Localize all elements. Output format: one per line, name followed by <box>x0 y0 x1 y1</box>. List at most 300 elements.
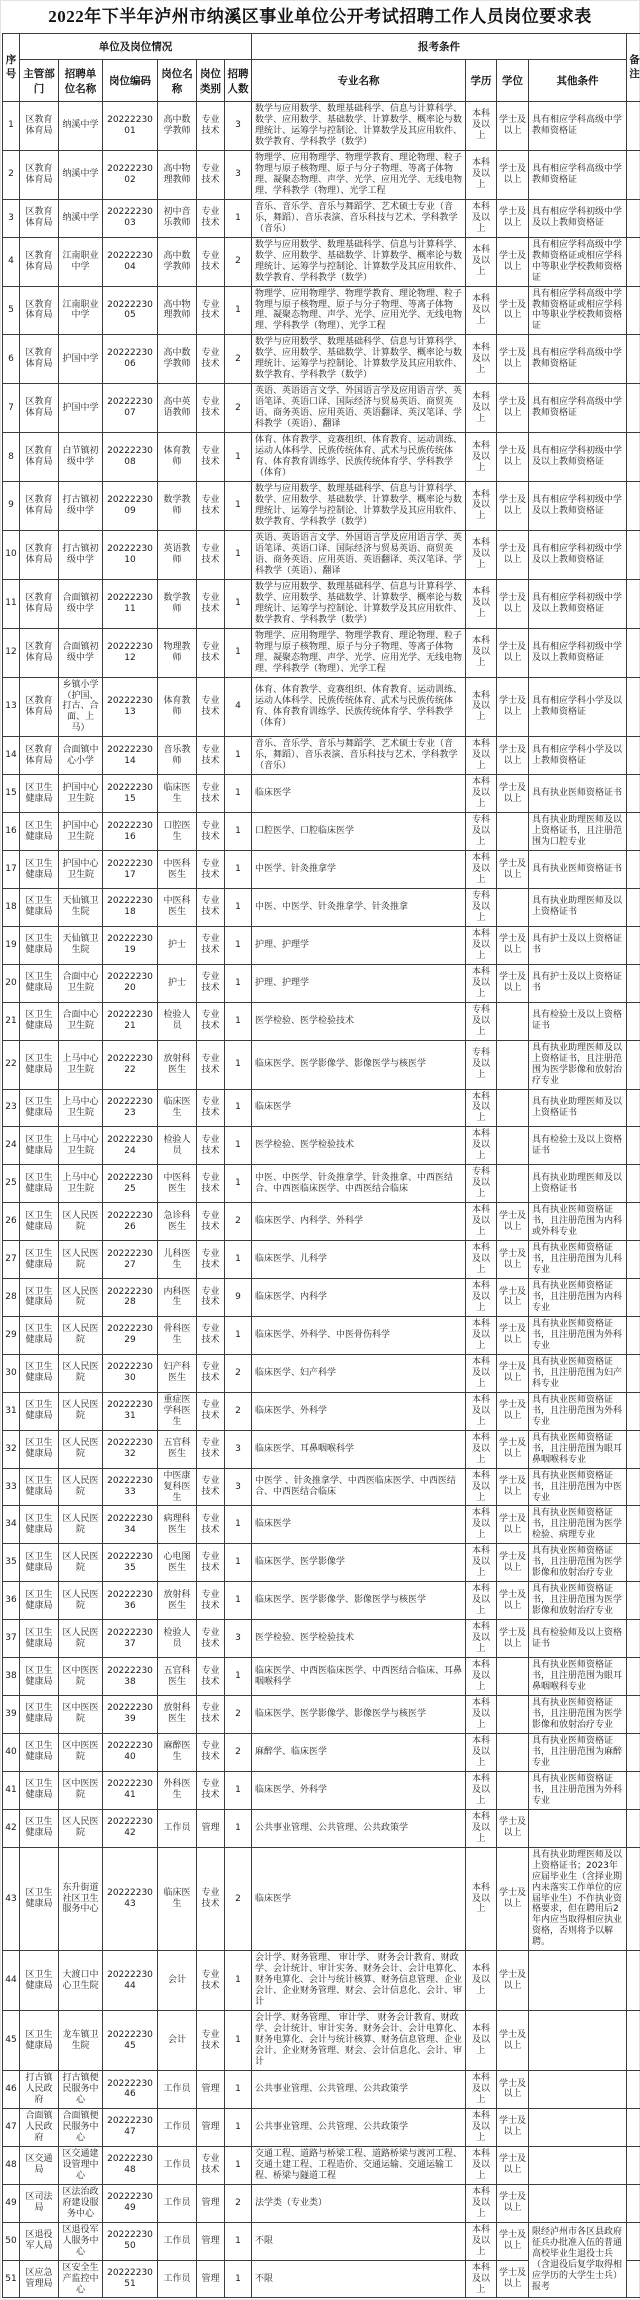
cell-department: 区退役军人局 <box>20 2222 59 2260</box>
cell-post: 工作员 <box>158 2184 197 2222</box>
cell-unit: 江南职业中学 <box>59 237 103 286</box>
cell-remark <box>627 384 640 433</box>
cell-serial: 4 <box>3 237 20 286</box>
cell-other: 具有执业医师资格证书，且注册范围为眼耳鼻咽喉科专业 <box>529 1430 627 1468</box>
cell-unit: 打古镇初级中学 <box>59 530 103 579</box>
cell-education: 本科及以上 <box>466 286 497 335</box>
cell-degree: 学士及以上 <box>497 1241 529 1279</box>
cell-category: 管理 <box>197 2260 225 2298</box>
cell-degree: 学士及以上 <box>497 102 529 151</box>
cell-department: 区卫生健康局 <box>20 1354 59 1392</box>
cell-category: 专业技术 <box>197 1847 225 1951</box>
cell-major: 临床医学、医学影像学、影像医学与核医学 <box>252 1696 466 1734</box>
cell-major: 公共事业管理、公共管理、公共政策学 <box>252 2071 466 2109</box>
cell-education: 本科及以上 <box>466 1430 497 1468</box>
cell-serial: 44 <box>3 1951 20 2011</box>
cell-department: 区卫生健康局 <box>20 1771 59 1809</box>
cell-unit: 区中医医院 <box>59 1733 103 1771</box>
cell-unit: 大渡口中心卫生院 <box>59 1951 103 2011</box>
cell-serial: 43 <box>3 1847 20 1951</box>
cell-serial: 5 <box>3 286 20 335</box>
cell-unit: 上马中心卫生院 <box>59 1089 103 1127</box>
cell-degree: 学士及以上 <box>497 286 529 335</box>
cell-remark <box>627 2260 640 2298</box>
cell-remark <box>627 482 640 531</box>
cell-category: 专业技术 <box>197 150 225 199</box>
cell-degree: 学士及以上 <box>497 1951 529 2011</box>
cell-remark <box>627 1468 640 1506</box>
col-header-remark: 备注 <box>627 34 640 102</box>
cell-education: 本科及以上 <box>466 1582 497 1620</box>
cell-code: 2022223037 <box>103 1620 158 1658</box>
table-row <box>3 1203 640 1241</box>
cell-degree: 学士及以上 <box>497 964 529 1002</box>
cell-education: 本科及以上 <box>466 1127 497 1165</box>
table-row <box>3 1316 640 1354</box>
cell-remark <box>627 1316 640 1354</box>
cell-remark <box>627 1658 640 1696</box>
cell-unit: 区人民医院 <box>59 1392 103 1430</box>
cell-major: 医学检验、医学检验技术 <box>252 1127 466 1165</box>
cell-degree <box>497 1733 529 1771</box>
cell-count: 1 <box>225 775 252 813</box>
cell-other: 具有执业医师资格证书，且注册范围为中医专业 <box>529 1468 627 1506</box>
cell-serial: 14 <box>3 737 20 775</box>
cell-major: 物理学、应用物理学、物理学教育、理论物理、粒子物理与原子核物理、原子与分子物理、等离子体物理、凝聚态物理、声学、光学、应用光学、无线电物理、学科教学（物理）、光学工程 <box>252 628 466 677</box>
cell-post: 妇产科医生 <box>158 1354 197 1392</box>
cell-serial: 30 <box>3 1354 20 1392</box>
cell-degree: 学士及以上 <box>497 579 529 628</box>
cell-unit: 合面镇中心小学 <box>59 737 103 775</box>
cell-serial: 15 <box>3 775 20 813</box>
cell-major: 口腔医学、口腔临床医学 <box>252 813 466 851</box>
cell-education: 本科及以上 <box>466 1279 497 1317</box>
cell-code: 2022223035 <box>103 1544 158 1582</box>
cell-category: 专业技术 <box>197 433 225 482</box>
cell-major: 数学与应用数学、数理基础科学、信息与计算科学、数学、应用数学、基础数学、计算数学、概率论与数理统计、运筹学与控制论、计算数学及其应用软件、数学教育、学科教学（数学） <box>252 335 466 384</box>
cell-count: 2 <box>225 237 252 286</box>
cell-code: 2022223008 <box>103 433 158 482</box>
cell-post: 初中音乐教师 <box>158 199 197 237</box>
cell-count: 2 <box>225 1733 252 1771</box>
cell-serial: 32 <box>3 1430 20 1468</box>
cell-serial: 35 <box>3 1544 20 1582</box>
cell-degree: 学士及以上 <box>497 237 529 286</box>
cell-major: 物理学、应用物理学、物理学教育、理论物理、粒子物理与原子核物理、原子与分子物理、等离子体物理、凝聚态物理、声学、光学、应用光学、无线电物理、学科教学（物理）、光学工程 <box>252 150 466 199</box>
cell-department: 打古镇人民政府 <box>20 2071 59 2109</box>
cell-code: 2022223032 <box>103 1430 158 1468</box>
cell-category: 专业技术 <box>197 1354 225 1392</box>
cell-count: 1 <box>225 628 252 677</box>
cell-post: 工作员 <box>158 2260 197 2298</box>
cell-major: 医学检验、医学检验技术 <box>252 1620 466 1658</box>
cell-remark <box>627 2222 640 2260</box>
cell-remark <box>627 1354 640 1392</box>
cell-department: 区教育体育局 <box>20 335 59 384</box>
cell-serial: 22 <box>3 1040 20 1089</box>
cell-count: 1 <box>225 2071 252 2109</box>
cell-count: 1 <box>225 1771 252 1809</box>
cell-serial: 45 <box>3 2011 20 2071</box>
cell-degree <box>497 813 529 851</box>
cell-count: 2 <box>225 1203 252 1241</box>
cell-major: 临床医学、妇产科学 <box>252 1354 466 1392</box>
cell-education: 本科及以上 <box>466 1316 497 1354</box>
table-row <box>3 1127 640 1165</box>
cell-code: 2022223043 <box>103 1847 158 1951</box>
cell-serial: 20 <box>3 964 20 1002</box>
cell-degree: 学士及以上 <box>497 150 529 199</box>
cell-remark <box>627 150 640 199</box>
cell-post: 护士 <box>158 926 197 964</box>
cell-code: 2022223030 <box>103 1354 158 1392</box>
col-header-post: 岗位名称 <box>158 60 197 102</box>
cell-degree: 学士及以上 <box>497 335 529 384</box>
table-row <box>3 1951 640 2011</box>
cell-count: 1 <box>225 889 252 927</box>
cell-category: 专业技术 <box>197 482 225 531</box>
cell-code: 2022223012 <box>103 628 158 677</box>
cell-post: 高中物理教师 <box>158 150 197 199</box>
cell-other <box>529 2108 627 2146</box>
cell-other: 具有执业助理医师及以上资格证书 <box>529 1165 627 1203</box>
cell-remark <box>627 1809 640 1847</box>
cell-unit: 天仙镇卫生院 <box>59 889 103 927</box>
cell-education: 本科及以上 <box>466 1771 497 1809</box>
cell-education: 本科及以上 <box>466 851 497 889</box>
cell-post: 体育教师 <box>158 433 197 482</box>
cell-post: 高中数学教师 <box>158 237 197 286</box>
cell-code: 2022223026 <box>103 1203 158 1241</box>
cell-code: 2022223042 <box>103 1809 158 1847</box>
cell-post: 放射科医生 <box>158 1040 197 1089</box>
cell-unit: 江南职业中学 <box>59 286 103 335</box>
cell-department: 区教育体育局 <box>20 102 59 151</box>
cell-degree <box>497 1002 529 1040</box>
cell-department: 区卫生健康局 <box>20 813 59 851</box>
cell-department: 区教育体育局 <box>20 737 59 775</box>
cell-category: 专业技术 <box>197 1468 225 1506</box>
cell-count: 1 <box>225 433 252 482</box>
cell-department: 区教育体育局 <box>20 433 59 482</box>
table-row <box>3 335 640 384</box>
cell-degree <box>497 1127 529 1165</box>
cell-department: 区卫生健康局 <box>20 1279 59 1317</box>
cell-category: 专业技术 <box>197 813 225 851</box>
cell-code: 2022223004 <box>103 237 158 286</box>
table-row <box>3 1544 640 1582</box>
cell-remark <box>627 775 640 813</box>
cell-department: 区教育体育局 <box>20 482 59 531</box>
cell-degree <box>497 1771 529 1809</box>
cell-code: 2022223038 <box>103 1658 158 1696</box>
cell-code: 2022223048 <box>103 2146 158 2184</box>
cell-serial: 21 <box>3 1002 20 1040</box>
cell-serial: 34 <box>3 1506 20 1544</box>
cell-unit: 东升街道社区卫生服务中心 <box>59 1847 103 1951</box>
cell-major: 临床医学、中西医临床医学、中西医结合临床、耳鼻咽喉科学 <box>252 1658 466 1696</box>
cell-code: 2022223018 <box>103 889 158 927</box>
cell-department: 区卫生健康局 <box>20 1544 59 1582</box>
cell-category: 专业技术 <box>197 1040 225 1089</box>
cell-serial: 2 <box>3 150 20 199</box>
cell-count: 1 <box>225 1002 252 1040</box>
cell-count: 1 <box>225 1165 252 1203</box>
cell-major: 临床医学、医学影像学、影像医学与核医学 <box>252 1040 466 1089</box>
cell-unit: 区人民医院 <box>59 1316 103 1354</box>
cell-post: 中医科医生 <box>158 1165 197 1203</box>
cell-post: 放射科医生 <box>158 1696 197 1734</box>
cell-other: 具有相应学科小学及以上教师资格证 <box>529 677 627 737</box>
cell-other: 具有执业医师资格证书，且注册范围为内科专业 <box>529 1279 627 1317</box>
cell-major: 临床医学、耳鼻咽喉科学 <box>252 1430 466 1468</box>
cell-remark <box>627 1127 640 1165</box>
table-row <box>3 1733 640 1771</box>
cell-degree: 学士及以上 <box>497 2071 529 2109</box>
cell-post: 口腔医生 <box>158 813 197 851</box>
cell-unit: 合面中心卫生院 <box>59 964 103 1002</box>
cell-unit: 区人民医院 <box>59 1203 103 1241</box>
cell-count: 1 <box>225 813 252 851</box>
cell-education: 本科及以上 <box>466 433 497 482</box>
cell-department: 区卫生健康局 <box>20 1392 59 1430</box>
col-group-apply-conditions: 报考条件 <box>252 34 627 60</box>
cell-remark <box>627 2108 640 2146</box>
cell-remark <box>627 813 640 851</box>
cell-major: 体育、体育教学、竞赛组织、体育教育、运动训练、运动人体科学、民族传统体育、武术与民族传统体育、体育教育训练学、民族传统体育学、学科教学（体育） <box>252 433 466 482</box>
cell-major: 英语、英语语言文学、外国语言学及应用语言学、英语笔译、英语口译、国际经济与贸易英语、商贸英语、商务英语、应用英语、英语翻译、英汉笔译、学科教学（英语）、翻译 <box>252 384 466 433</box>
cell-remark <box>627 2011 640 2071</box>
table-header <box>3 34 640 102</box>
cell-major: 数学与应用数学、数理基础科学、信息与计算科学、数学、应用数学、基础数学、计算数学、概率论与数理统计、运筹学与控制论、计算数学及其应用软件、数学教育、学科教学（数学） <box>252 237 466 286</box>
cell-post: 中医科医生 <box>158 889 197 927</box>
cell-code: 2022223002 <box>103 150 158 199</box>
cell-other <box>529 2011 627 2071</box>
cell-category: 专业技术 <box>197 1696 225 1734</box>
cell-unit: 合面镇初级中学 <box>59 628 103 677</box>
cell-category: 专业技术 <box>197 1771 225 1809</box>
cell-code: 2022223015 <box>103 775 158 813</box>
cell-other <box>529 2146 627 2184</box>
cell-post: 音乐教师 <box>158 737 197 775</box>
cell-other: 具有执业助理医师及以上资格证书，且注册范围为医学影像和放射治疗专业 <box>529 1040 627 1089</box>
cell-code: 2022223036 <box>103 1582 158 1620</box>
cell-post: 数学教师 <box>158 579 197 628</box>
cell-unit: 区人民医院 <box>59 1468 103 1506</box>
cell-category: 管理 <box>197 2071 225 2109</box>
cell-code: 2022223011 <box>103 579 158 628</box>
cell-post: 放射科医生 <box>158 1582 197 1620</box>
cell-count: 1 <box>225 1809 252 1847</box>
cell-category: 专业技术 <box>197 1620 225 1658</box>
cell-count: 1 <box>225 579 252 628</box>
cell-degree: 学士及以上 <box>497 677 529 737</box>
col-header-code: 岗位编码 <box>103 60 158 102</box>
cell-major: 不限 <box>252 2260 466 2298</box>
cell-department: 区教育体育局 <box>20 199 59 237</box>
page-title: 2022年下半年泸州市纳溪区事业单位公开考试招聘工作人员岗位要求表 <box>1 1 639 33</box>
cell-other: 具有执业医师资格证书，且注册范围为内科或外科专业 <box>529 1203 627 1241</box>
cell-major: 临床医学、外科学 <box>252 1392 466 1430</box>
cell-degree: 学士及以上 <box>497 2222 529 2260</box>
table-row <box>3 433 640 482</box>
cell-department: 区司法局 <box>20 2184 59 2222</box>
cell-degree <box>497 1089 529 1127</box>
cell-code: 2022223023 <box>103 1089 158 1127</box>
cell-department: 区卫生健康局 <box>20 775 59 813</box>
table-row <box>3 1241 640 1279</box>
cell-serial: 11 <box>3 579 20 628</box>
cell-code: 2022223006 <box>103 335 158 384</box>
cell-unit: 天仙镇卫生院 <box>59 926 103 964</box>
cell-category: 管理 <box>197 2222 225 2260</box>
cell-serial: 46 <box>3 2071 20 2109</box>
cell-education: 专科及以上 <box>466 889 497 927</box>
cell-unit: 纳溪中学 <box>59 150 103 199</box>
cell-unit: 区退役军人服务中心 <box>59 2222 103 2260</box>
cell-post: 护士 <box>158 964 197 1002</box>
cell-serial: 36 <box>3 1582 20 1620</box>
cell-department: 区卫生健康局 <box>20 1658 59 1696</box>
cell-count: 1 <box>225 2146 252 2184</box>
table-row <box>3 1771 640 1809</box>
cell-post: 五官科医生 <box>158 1430 197 1468</box>
cell-unit: 区人民医院 <box>59 1354 103 1392</box>
cell-major: 临床医学 <box>252 775 466 813</box>
cell-remark <box>627 1430 640 1468</box>
table-row <box>3 1430 640 1468</box>
cell-major: 法学类（专业类） <box>252 2184 466 2222</box>
table-row <box>3 2184 640 2222</box>
cell-serial: 16 <box>3 813 20 851</box>
cell-degree: 学士及以上 <box>497 384 529 433</box>
cell-count: 1 <box>225 2222 252 2260</box>
cell-other: 具有检验师及以上资格证书 <box>529 1620 627 1658</box>
cell-post: 内科医生 <box>158 1279 197 1317</box>
cell-count: 1 <box>225 482 252 531</box>
cell-education: 本科及以上 <box>466 1354 497 1392</box>
cell-degree: 学士及以上 <box>497 2260 529 2298</box>
cell-post: 临床医生 <box>158 775 197 813</box>
cell-category: 专业技术 <box>197 851 225 889</box>
table-row <box>3 1809 640 1847</box>
cell-serial: 50 <box>3 2222 20 2260</box>
cell-unit: 区人民医院 <box>59 1582 103 1620</box>
cell-education: 本科及以上 <box>466 1809 497 1847</box>
cell-unit: 区人民医院 <box>59 1620 103 1658</box>
cell-major: 数学与应用数学、数理基础科学、信息与计算科学、数学、应用数学、基础数学、计算数学、概率论与数理统计、运筹学与控制论、计算数学及其应用软件、数学教育、学科教学（数学） <box>252 482 466 531</box>
cell-serial: 27 <box>3 1241 20 1279</box>
cell-serial: 48 <box>3 2146 20 2184</box>
cell-count: 2 <box>225 1696 252 1734</box>
cell-remark <box>627 1165 640 1203</box>
cell-department: 区卫生健康局 <box>20 889 59 927</box>
cell-serial: 24 <box>3 1127 20 1165</box>
cell-remark <box>627 926 640 964</box>
col-header-department: 主管部门 <box>20 60 59 102</box>
cell-post: 临床医生 <box>158 1089 197 1127</box>
cell-education: 本科及以上 <box>466 1847 497 1951</box>
cell-count: 1 <box>225 1241 252 1279</box>
cell-education: 本科及以上 <box>466 1620 497 1658</box>
table-row <box>3 889 640 927</box>
cell-post: 骨科医生 <box>158 1316 197 1354</box>
cell-remark <box>627 286 640 335</box>
cell-category: 专业技术 <box>197 964 225 1002</box>
cell-other: 具有执业医师资格证书，且注册范围为医学影像和放射治疗专业 <box>529 1544 627 1582</box>
cell-category: 专业技术 <box>197 286 225 335</box>
cell-other: 具有相应学科高级中学教师资格证 <box>529 150 627 199</box>
cell-code: 2022223028 <box>103 1279 158 1317</box>
cell-serial: 8 <box>3 433 20 482</box>
cell-category: 专业技术 <box>197 926 225 964</box>
cell-serial: 40 <box>3 1733 20 1771</box>
positions-table <box>2 33 640 2298</box>
cell-department: 区卫生健康局 <box>20 1430 59 1468</box>
cell-education: 本科及以上 <box>466 1658 497 1696</box>
cell-category: 专业技术 <box>197 2011 225 2071</box>
cell-serial: 37 <box>3 1620 20 1658</box>
table-row <box>3 1040 640 1089</box>
cell-department: 区卫生健康局 <box>20 964 59 1002</box>
table-row <box>3 1165 640 1203</box>
cell-post: 工作员 <box>158 1809 197 1847</box>
cell-serial: 33 <box>3 1468 20 1506</box>
cell-count: 3 <box>225 1430 252 1468</box>
cell-post: 急诊科医生 <box>158 1203 197 1241</box>
cell-other: 具有执业助理医师及以上资格证书 <box>529 1089 627 1127</box>
cell-major: 临床医学、外科学、中医骨伤科学 <box>252 1316 466 1354</box>
cell-serial: 7 <box>3 384 20 433</box>
cell-remark <box>627 964 640 1002</box>
cell-remark <box>627 889 640 927</box>
cell-remark <box>627 237 640 286</box>
table-row <box>3 1506 640 1544</box>
cell-serial: 49 <box>3 2184 20 2222</box>
cell-degree: 学士及以上 <box>497 1392 529 1430</box>
cell-category: 专业技术 <box>197 1506 225 1544</box>
cell-degree <box>497 1658 529 1696</box>
cell-category: 专业技术 <box>197 1733 225 1771</box>
cell-department: 区卫生健康局 <box>20 1089 59 1127</box>
cell-department: 区卫生健康局 <box>20 1127 59 1165</box>
cell-remark <box>627 1733 640 1771</box>
cell-category: 专业技术 <box>197 102 225 151</box>
table-body <box>3 102 640 2298</box>
cell-code: 2022223010 <box>103 530 158 579</box>
cell-major: 临床医学、医学影像学、影像医学与核医学 <box>252 1582 466 1620</box>
cell-unit: 护国中心卫生院 <box>59 813 103 851</box>
cell-remark <box>627 1620 640 1658</box>
cell-count: 1 <box>225 964 252 1002</box>
cell-degree <box>497 1165 529 1203</box>
cell-other: 具有相应学科初级中学及以上教师资格证 <box>529 433 627 482</box>
cell-unit: 区人民医院 <box>59 1279 103 1317</box>
cell-serial: 26 <box>3 1203 20 1241</box>
cell-post: 工作员 <box>158 2108 197 2146</box>
cell-count: 2 <box>225 2184 252 2222</box>
cell-degree: 学士及以上 <box>497 737 529 775</box>
cell-serial: 1 <box>3 102 20 151</box>
cell-department: 区应急管理局 <box>20 2260 59 2298</box>
cell-other: 具有执业医师资格证书，且注册范围为麻醉专业 <box>529 1733 627 1771</box>
cell-count: 1 <box>225 2011 252 2071</box>
cell-other: 具有执业医师资格证书，且注册范围为外科专业 <box>529 1771 627 1809</box>
cell-unit: 上马中心卫生院 <box>59 1165 103 1203</box>
cell-count: 2 <box>225 1847 252 1951</box>
cell-education: 本科及以上 <box>466 1203 497 1241</box>
cell-count: 1 <box>225 926 252 964</box>
